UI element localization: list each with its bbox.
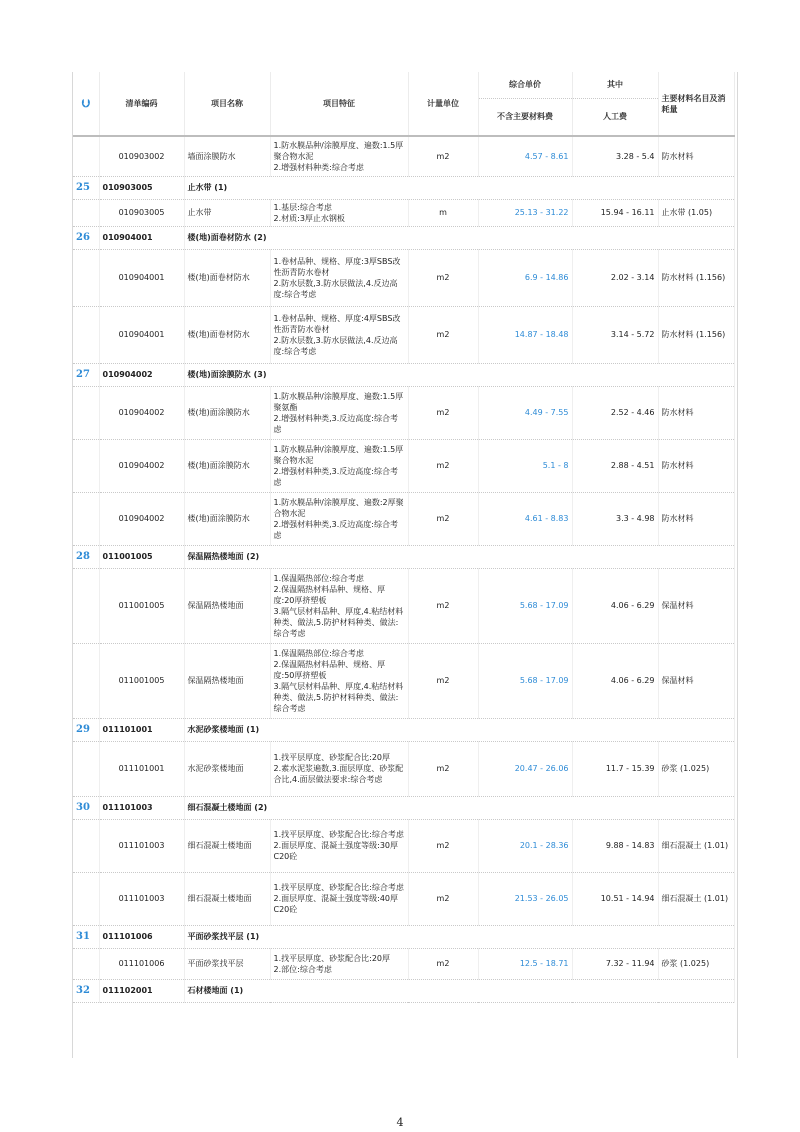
item-labor-range: 2.02 - 3.14 bbox=[572, 249, 658, 306]
item-main-material: 防水材料 bbox=[658, 492, 734, 545]
row-spacer bbox=[73, 819, 99, 872]
item-feature: 1.找平层厚度、砂浆配合比:20厚 2.部位:综合考虑 bbox=[270, 948, 408, 979]
item-labor-range: 9.88 - 14.83 bbox=[572, 819, 658, 872]
row-spacer bbox=[73, 306, 99, 363]
item-code: 011101003 bbox=[99, 872, 184, 925]
item-feature: 1.找平层厚度、砂浆配合比:20厚 2.素水泥浆遍数,3.面层厚度、砂浆配合比,4.面层做法要求:综合考虑 bbox=[270, 741, 408, 796]
item-unit: m2 bbox=[408, 439, 478, 492]
section-row bbox=[73, 363, 734, 386]
item-labor-range: 2.88 - 4.51 bbox=[572, 439, 658, 492]
item-row bbox=[73, 386, 734, 439]
section-number: 30 bbox=[73, 796, 99, 819]
item-price-range[interactable]: 20.1 - 28.36 bbox=[478, 819, 572, 872]
col-unit: 计量单位 bbox=[408, 72, 478, 136]
item-unit: m bbox=[408, 199, 478, 226]
row-spacer bbox=[73, 741, 99, 796]
item-price-range[interactable]: 5.68 - 17.09 bbox=[478, 568, 572, 643]
section-row bbox=[73, 796, 734, 819]
table-body bbox=[73, 136, 734, 1002]
item-code: 010904001 bbox=[99, 306, 184, 363]
row-spacer bbox=[73, 568, 99, 643]
item-main-material: 细石混凝土 (1.01) bbox=[658, 819, 734, 872]
item-feature: 1.卷材品种、规格、厚度:3厚SBS改性沥青防水卷材 2.防水层数,3.防水层做法,4.反边高度:综合考虑 bbox=[270, 249, 408, 306]
item-unit: m2 bbox=[408, 948, 478, 979]
section-code[interactable]: 010904002 bbox=[99, 363, 184, 386]
item-feature: 1.卷材品种、规格、厚度:4厚SBS改性沥青防水卷材 2.防水层数,3.防水层做法,4.反边高度:综合考虑 bbox=[270, 306, 408, 363]
row-spacer bbox=[73, 948, 99, 979]
item-main-material: 防水材料 (1.156) bbox=[658, 306, 734, 363]
item-name: 楼(地)面卷材防水 bbox=[184, 249, 270, 306]
section-title: 细石混凝土楼地面 (2) bbox=[184, 796, 734, 819]
section-title: 平面砂浆找平层 (1) bbox=[184, 925, 734, 948]
section-number: 29 bbox=[73, 718, 99, 741]
item-unit: m2 bbox=[408, 819, 478, 872]
item-main-material: 防水材料 bbox=[658, 439, 734, 492]
section-title: 楼(地)面卷材防水 (2) bbox=[184, 226, 734, 249]
col-of-which: 其中 bbox=[572, 72, 658, 98]
expand-toggle[interactable] bbox=[73, 72, 99, 136]
item-code: 011001005 bbox=[99, 568, 184, 643]
item-name: 楼(地)面涂膜防水 bbox=[184, 386, 270, 439]
item-price-range[interactable]: 4.49 - 7.55 bbox=[478, 386, 572, 439]
item-main-material: 防水材料 bbox=[658, 386, 734, 439]
item-price-range[interactable]: 4.61 - 8.83 bbox=[478, 492, 572, 545]
item-feature: 1.保温隔热部位:综合考虑 2.保温隔热材料品种、规格、厚度:50厚挤塑板 3.隔气层材料品种、厚度,4.粘结材料种类、做法,5.防护材料种类、做法:综合考虑 bbox=[270, 643, 408, 718]
row-spacer bbox=[73, 249, 99, 306]
col-combined-price: 综合单价 bbox=[478, 72, 572, 98]
item-name: 楼(地)面涂膜防水 bbox=[184, 439, 270, 492]
section-number: 26 bbox=[73, 226, 99, 249]
item-row bbox=[73, 249, 734, 306]
item-labor-range: 3.28 - 5.4 bbox=[572, 136, 658, 176]
item-labor-range: 4.06 - 6.29 bbox=[572, 643, 658, 718]
item-price-range[interactable]: 5.68 - 17.09 bbox=[478, 643, 572, 718]
item-labor-range: 3.14 - 5.72 bbox=[572, 306, 658, 363]
section-title: 楼(地)面涂膜防水 (3) bbox=[184, 363, 734, 386]
item-price-range[interactable]: 20.47 - 26.06 bbox=[478, 741, 572, 796]
item-unit: m2 bbox=[408, 741, 478, 796]
item-row bbox=[73, 819, 734, 872]
section-number: 32 bbox=[73, 979, 99, 1002]
item-main-material: 砂浆 (1.025) bbox=[658, 948, 734, 979]
item-labor-range: 3.3 - 4.98 bbox=[572, 492, 658, 545]
item-code: 010904001 bbox=[99, 249, 184, 306]
item-price-range[interactable]: 5.1 - 8 bbox=[478, 439, 572, 492]
item-feature: 1.防水膜品种/涂膜厚度、遍数:1.5厚聚合物水泥 2.增强材料种类:综合考虑 bbox=[270, 136, 408, 176]
item-labor-range: 10.51 - 14.94 bbox=[572, 872, 658, 925]
row-spacer bbox=[73, 439, 99, 492]
item-code: 011101001 bbox=[99, 741, 184, 796]
item-code: 010903005 bbox=[99, 199, 184, 226]
item-name: 楼(地)面涂膜防水 bbox=[184, 492, 270, 545]
item-main-material: 砂浆 (1.025) bbox=[658, 741, 734, 796]
item-row bbox=[73, 199, 734, 226]
item-feature: 1.防水膜品种/涂膜厚度、遍数:2厚聚合物水泥 2.增强材料种类,3.反边高度:综合考虑 bbox=[270, 492, 408, 545]
item-labor-range: 4.06 - 6.29 bbox=[572, 568, 658, 643]
item-row bbox=[73, 492, 734, 545]
item-name: 保温隔热楼地面 bbox=[184, 643, 270, 718]
section-code[interactable]: 011101003 bbox=[99, 796, 184, 819]
item-labor-range: 7.32 - 11.94 bbox=[572, 948, 658, 979]
item-code: 010904002 bbox=[99, 492, 184, 545]
item-feature: 1.防水膜品种/涂膜厚度、遍数:1.5厚聚氨酯 2.增强材料种类,3.反边高度:综合考虑 bbox=[270, 386, 408, 439]
section-row bbox=[73, 979, 734, 1002]
item-labor-range: 15.94 - 16.11 bbox=[572, 199, 658, 226]
item-feature: 1.找平层厚度、砂浆配合比:综合考虑 2.面层厚度、混凝土强度等级:40厚C20砼 bbox=[270, 872, 408, 925]
col-excl-material: 不含主要材料费 bbox=[478, 98, 572, 136]
item-row bbox=[73, 568, 734, 643]
item-name: 止水带 bbox=[184, 199, 270, 226]
item-name: 平面砂浆找平层 bbox=[184, 948, 270, 979]
section-row bbox=[73, 718, 734, 741]
row-spacer bbox=[73, 386, 99, 439]
item-row bbox=[73, 306, 734, 363]
item-unit: m2 bbox=[408, 386, 478, 439]
item-price-range[interactable]: 21.53 - 26.05 bbox=[478, 872, 572, 925]
item-feature: 1.防水膜品种/涂膜厚度、遍数:1.5厚聚合物水泥 2.增强材料种类,3.反边高度:综合考虑 bbox=[270, 439, 408, 492]
item-row bbox=[73, 872, 734, 925]
item-unit: m2 bbox=[408, 492, 478, 545]
item-price-range[interactable]: 25.13 - 31.22 bbox=[478, 199, 572, 226]
item-price-range[interactable]: 4.57 - 8.61 bbox=[478, 136, 572, 176]
item-main-material: 防水材料 (1.156) bbox=[658, 249, 734, 306]
section-title: 石材楼地面 (1) bbox=[184, 979, 734, 1002]
page-number: 4 bbox=[396, 1116, 404, 1129]
item-price-range[interactable]: 12.5 - 18.71 bbox=[478, 948, 572, 979]
section-code[interactable]: 011101001 bbox=[99, 718, 184, 741]
item-row bbox=[73, 439, 734, 492]
item-row bbox=[73, 136, 734, 176]
section-row bbox=[73, 925, 734, 948]
section-code[interactable]: 010903005 bbox=[99, 176, 184, 199]
section-row bbox=[73, 176, 734, 199]
item-row bbox=[73, 741, 734, 796]
section-title: 止水带 (1) bbox=[184, 176, 734, 199]
item-code: 011101003 bbox=[99, 819, 184, 872]
section-number: 25 bbox=[73, 176, 99, 199]
item-code: 010904002 bbox=[99, 386, 184, 439]
item-row bbox=[73, 948, 734, 979]
section-row bbox=[73, 226, 734, 249]
col-feature: 项目特征 bbox=[270, 72, 408, 136]
section-code[interactable]: 011101006 bbox=[99, 925, 184, 948]
item-name: 水泥砂浆楼地面 bbox=[184, 741, 270, 796]
section-number: 28 bbox=[73, 545, 99, 568]
row-spacer bbox=[73, 643, 99, 718]
item-unit: m2 bbox=[408, 306, 478, 363]
section-number: 31 bbox=[73, 925, 99, 948]
col-main-material: 主要材料名目及消耗量 bbox=[658, 72, 734, 136]
row-spacer bbox=[73, 492, 99, 545]
item-row bbox=[73, 643, 734, 718]
item-unit: m2 bbox=[408, 249, 478, 306]
item-feature: 1.保温隔热部位:综合考虑 2.保温隔热材料品种、规格、厚度:20厚挤塑板 3.隔气层材料品种、厚度,4.粘结材料种类、做法,5.防护材料种类、做法:综合考虑 bbox=[270, 568, 408, 643]
col-name: 项目名称 bbox=[184, 72, 270, 136]
item-name: 细石混凝土楼地面 bbox=[184, 872, 270, 925]
item-unit: m2 bbox=[408, 643, 478, 718]
row-spacer bbox=[73, 136, 99, 176]
item-labor-range: 11.7 - 15.39 bbox=[572, 741, 658, 796]
row-spacer bbox=[73, 872, 99, 925]
item-name: 墙面涂膜防水 bbox=[184, 136, 270, 176]
section-title: 保温隔热楼地面 (2) bbox=[184, 545, 734, 568]
item-feature: 1.基层:综合考虑 2.材质:3厚止水钢板 bbox=[270, 199, 408, 226]
col-labor: 人工费 bbox=[572, 98, 658, 136]
item-code: 011101006 bbox=[99, 948, 184, 979]
section-number: 27 bbox=[73, 363, 99, 386]
item-unit: m2 bbox=[408, 136, 478, 176]
item-main-material: 防水材料 bbox=[658, 136, 734, 176]
item-code: 011001005 bbox=[99, 643, 184, 718]
section-code[interactable]: 011001005 bbox=[99, 545, 184, 568]
row-spacer bbox=[73, 199, 99, 226]
item-main-material: 细石混凝土 (1.01) bbox=[658, 872, 734, 925]
item-price-range[interactable]: 6.9 - 14.86 bbox=[478, 249, 572, 306]
section-title: 水泥砂浆楼地面 (1) bbox=[184, 718, 734, 741]
item-name: 保温隔热楼地面 bbox=[184, 568, 270, 643]
section-code[interactable]: 010904001 bbox=[99, 226, 184, 249]
item-main-material: 保温材料 bbox=[658, 643, 734, 718]
item-name: 细石混凝土楼地面 bbox=[184, 819, 270, 872]
item-feature: 1.找平层厚度、砂浆配合比:综合考虑 2.面层厚度、混凝土强度等级:30厚C20砼 bbox=[270, 819, 408, 872]
col-code: 清单编码 bbox=[99, 72, 184, 136]
item-main-material: 保温材料 bbox=[658, 568, 734, 643]
double-chevron-down-icon: ⮋ bbox=[81, 97, 90, 110]
table-header bbox=[73, 72, 734, 136]
item-code: 010904002 bbox=[99, 439, 184, 492]
bill-table bbox=[73, 72, 735, 1003]
item-unit: m2 bbox=[408, 568, 478, 643]
item-code: 010903002 bbox=[99, 136, 184, 176]
item-price-range[interactable]: 14.87 - 18.48 bbox=[478, 306, 572, 363]
section-code[interactable]: 011102001 bbox=[99, 979, 184, 1002]
item-name: 楼(地)面卷材防水 bbox=[184, 306, 270, 363]
item-main-material: 止水带 (1.05) bbox=[658, 199, 734, 226]
item-labor-range: 2.52 - 4.46 bbox=[572, 386, 658, 439]
section-row bbox=[73, 545, 734, 568]
item-unit: m2 bbox=[408, 872, 478, 925]
